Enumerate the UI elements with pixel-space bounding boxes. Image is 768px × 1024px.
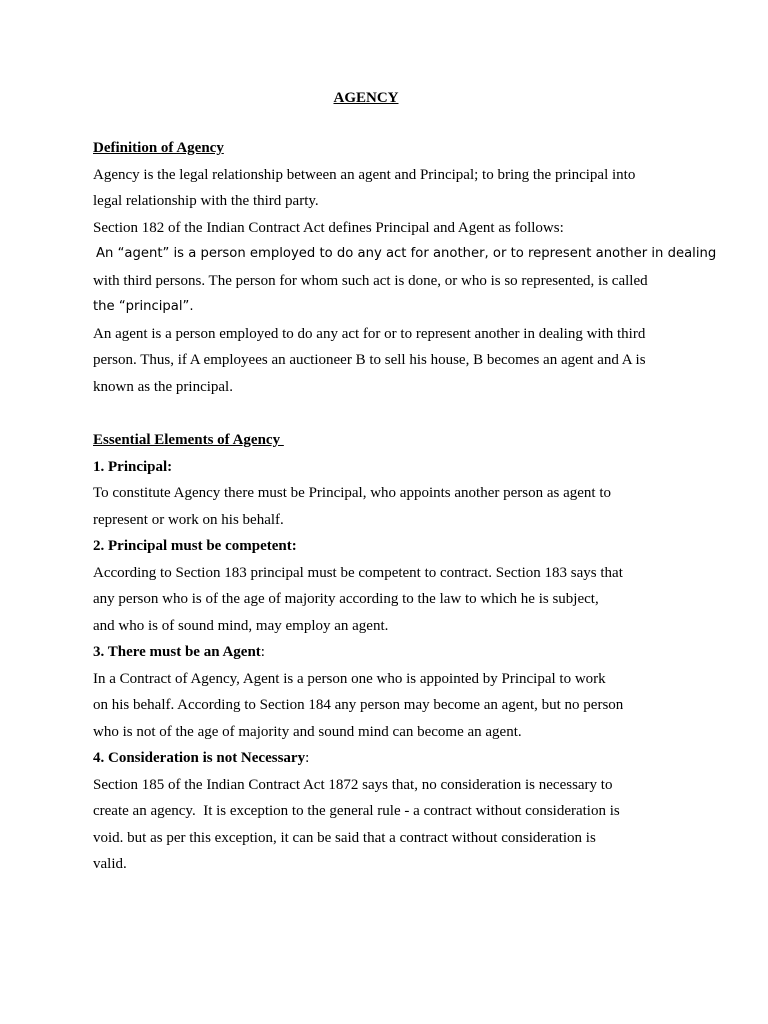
element-text-line: Section 185 of the Indian Contract Act 1872 says that, no consideration is necessary to bbox=[93, 777, 613, 793]
element-heading bbox=[93, 748, 309, 768]
element-text-line: void. but as per this exception, it can be said that a contract without consideration is bbox=[93, 830, 596, 846]
element-label-suffix: : bbox=[260, 644, 265, 660]
essential-elements-heading: Essential Elements of Agency bbox=[93, 432, 284, 448]
element-heading bbox=[93, 642, 265, 662]
element-text-line: any person who is of the age of majority according to the law to which he is subject, bbox=[93, 591, 599, 607]
element-label: 2. Principal must be competent: bbox=[93, 538, 297, 554]
element-text-line: and who is of sound mind, may employ an agent. bbox=[93, 618, 389, 634]
element-label: 3. There must be an Agent bbox=[93, 644, 261, 660]
definition-paragraph-line: legal relationship with the third party. bbox=[93, 193, 319, 209]
element-label: 1. Principal: bbox=[93, 459, 173, 475]
definition-paragraph-line: Agency is the legal relationship between an agent and Principal; to bring the principal into bbox=[93, 167, 636, 183]
element-heading bbox=[93, 457, 172, 477]
element-label-suffix: : bbox=[305, 750, 310, 766]
element-text-line: According to Section 183 principal must be competent to contract. Section 183 says that bbox=[93, 565, 623, 581]
element-text-line: In a Contract of Agency, Agent is a person one who is appointed by Principal to work bbox=[93, 671, 606, 687]
element-text-line: who is not of the age of majority and sound mind can become an agent. bbox=[93, 724, 522, 740]
agent-explanation-line: known as the principal. bbox=[93, 379, 233, 395]
element-text-line: on his behalf. According to Section 184 any person may become an agent, but no person bbox=[93, 697, 624, 713]
section-182-quote-line: the “principal”. bbox=[93, 299, 194, 314]
element-text-line: To constitute Agency there must be Principal, who appoints another person as agent to bbox=[93, 485, 611, 501]
agent-explanation-line: person. Thus, if A employees an auctioneer B to sell his house, B becomes an agent and A is bbox=[93, 352, 646, 368]
element-heading bbox=[93, 536, 297, 556]
section-182-intro: Section 182 of the Indian Contract Act defines Principal and Agent as follows: bbox=[93, 220, 564, 236]
element-text-line: represent or work on his behalf. bbox=[93, 512, 284, 528]
section-182-quote-line: with third persons. The person for whom such act is done, or who is so represented, is called bbox=[93, 273, 648, 289]
agent-explanation-line: An agent is a person employed to do any act for or to represent another in dealing with third bbox=[93, 326, 646, 342]
element-text-line: create an agency. It is exception to the general rule - a contract without consideration is bbox=[93, 803, 620, 819]
section-182-quote-line: An “agent” is a person employed to do any act for another, or to represent another in dealing bbox=[96, 246, 717, 261]
element-label: 4. Consideration is not Necessary bbox=[93, 750, 306, 766]
element-text-line: valid. bbox=[93, 856, 127, 872]
document-title: AGENCY bbox=[333, 90, 399, 106]
definition-heading: Definition of Agency bbox=[93, 140, 224, 156]
